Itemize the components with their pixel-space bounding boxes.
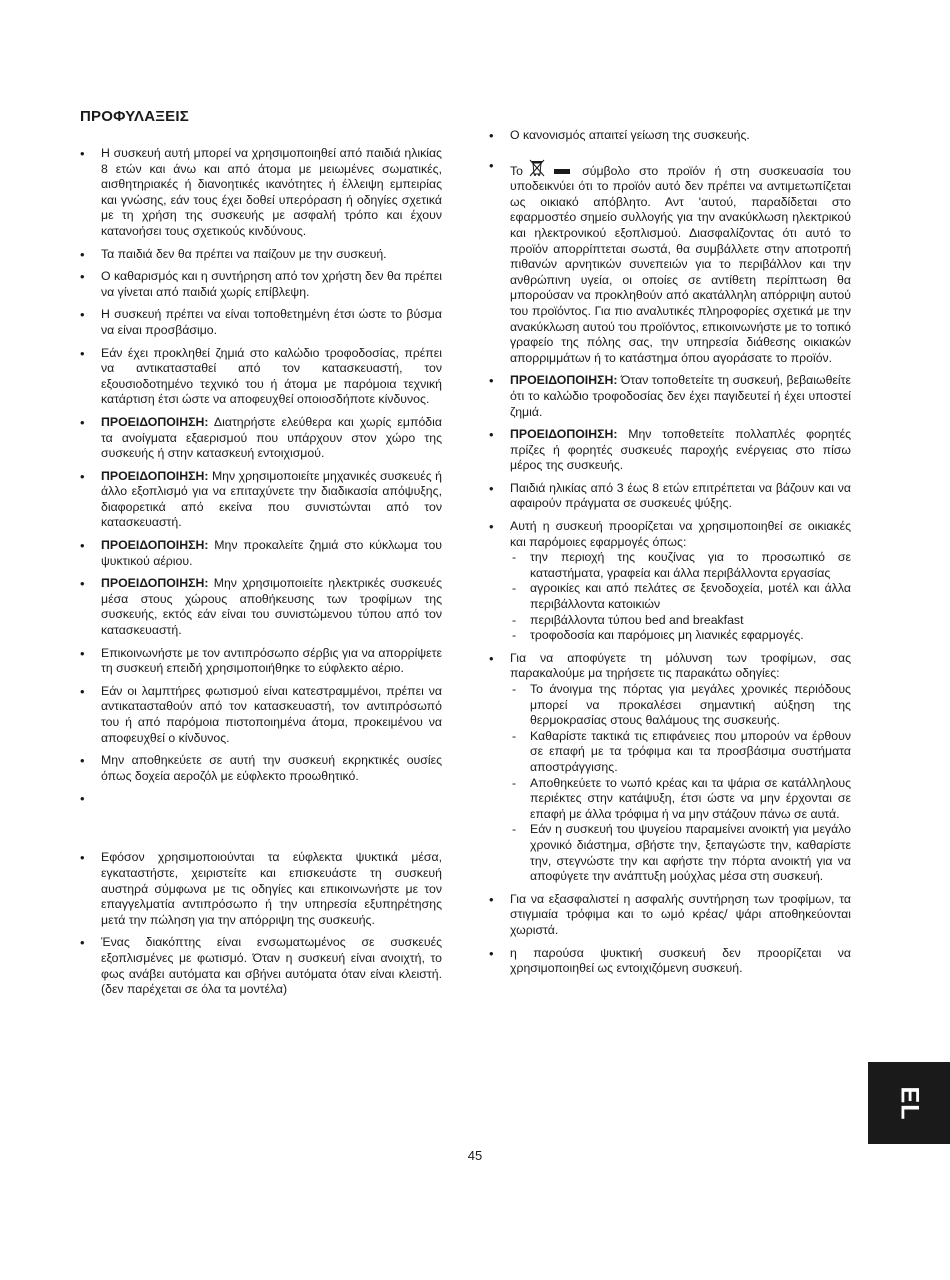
list-item: • Για να εξασφαλιστεί η ασφαλής συντήρηση των τροφίμων, τα στιγμιαία τρόφιμα και το ωμό κρέας/ ψάρι αποθηκεύονται χωριστά. (489, 892, 851, 939)
right-column (489, 128, 851, 984)
left-column (80, 146, 442, 1005)
bar-symbol-icon (554, 169, 570, 174)
crossed-bin-icon (527, 158, 547, 178)
list-item: • Για να αποφύγετε τη μόλυνση των τροφίμων, σας παρακαλούμε μα τηρήσετε τις παρακάτω οδηγίες: - Το άνοιγμα της πόρτας για μεγάλες χρονικές περιόδους μπορεί να προκαλέσει σημαντική αύξηση της θερμοκρασίας στους θαλάμους της συσκευής. - Καθαρίστε τακτικά τις επιφάνειες που μπορούν να έρθουν σε επαφή με τα τρόφιμα και τα προσβάσιμα συστήματα αποστράγγισης. - Αποθηκεύετε το νωπό κρέας και τα ψάρια σε κατάλληλους περιέκτες στην κατάψυξη, έτσι ώστε να μην έρχονται σε επαφή με άλλα τρόφιμα ή να μην στάζουν πάνω σε αυτά. - Εάν η συσκευή του ψυγείου παραμείνει ανοικτή για μεγάλο χρονικό διάστημα, σβήστε την, ξεπαγώστε την, καθαρίστε την, στεγνώστε την και αφήστε την πόρτα ανοικτή για να αποφύγετε την ανάπτυξη μούχλας μέσα στη συσκευή. (489, 651, 851, 885)
precautions-list-left (80, 146, 442, 998)
list-item: • Αυτή η συσκευή προορίζεται να χρησιμοποιηθεί σε οικιακές και παρόμοιες εφαρμογές όπως: - την περιοχή της κουζίνας για το προσωπικό σε καταστήματα, γραφεία και άλλα περιβάλλοντα εργασίας - αγροικίες και από πελάτες σε ξενοδοχεία, μοτέλ και άλλα περιβάλλοντα κατοικιών - περιβάλλοντα τύπου bed and breakfast - τροφοδοσία και παρόμοιες μη λιανικές εφαρμογές. (489, 519, 851, 644)
list-item: • Εφόσον χρησιμοποιούνται τα εύφλεκτα ψυκτικά μέσα, εγκαταστήστε, χειριστείτε και επισκευάστε τη συσκευή αυστηρά σύμφωνα με τις οδηγίες και επικοινωνήστε με τον επαγγελματία αντιπρόσωπο ή την υπηρεσία εξυπηρέτησης μετά την πώληση για την απόρριψη της συσκευής. (80, 850, 442, 928)
contamination-sublist (510, 682, 851, 885)
warning-label: ΠΡΟΕΙΔΟΠΟΙΗΣΗ: (510, 373, 618, 388)
warning-label: ΠΡΟΕΙΔΟΠΟΙΗΣΗ: (101, 468, 209, 483)
sub-list-item: - τροφοδοσία και παρόμοιες μη λιανικές εφαρμογές. (510, 628, 851, 644)
warning-label: ΠΡΟΕΙΔΟΠΟΙΗΣΗ: (101, 576, 209, 591)
sub-list-item: - Αποθηκεύετε το νωπό κρέας και τα ψάρια σε κατάλληλους περιέκτες στην κατάψυξη, έτσι ώστε να μην έρχονται σε επαφή με άλλα τρόφιμα ή να μην στάζουν πάνω σε αυτά. (510, 776, 851, 823)
list-item: • ΠΡΟΕΙΔΟΠΟΙΗΣΗ: Μην τοποθετείτε πολλαπλές φορητές πρίζες ή φορητές συσκευές παροχής ενέργειας στο πίσω μέρος της συσκευής. (489, 427, 851, 474)
sub-list-item: - περιβάλλοντα τύπου bed and breakfast (510, 613, 851, 629)
warning-label: ΠΡΟΕΙΔΟΠΟΙΗΣΗ: (101, 414, 209, 429)
list-item: • Μην αποθηκεύετε σε αυτή την συσκευή εκρηκτικές ουσίες όπως δοχεία αεροζόλ με εύφλεκτο προωθητικό. (80, 753, 442, 784)
list-item: • Εάν οι λαμπτήρες φωτισμού είναι κατεστραμμένοι, πρέπει να αντικατασταθούν από τον κατασκευαστή, τον αντιπρόσωπό του ή από παρόμοια πιστοποιημένα άτομα, προκειμένου να αποφευχθεί ο κίνδυνος. (80, 684, 442, 746)
list-item: • Το σύμβολο στο προϊόν ή στη συσκευασία του υποδεικνύει ότι το προϊόν αυτό δεν πρέπει να αντιμετωπίζεται ως οικιακό απόβλητο. Αντ 'αυτού, παραδίδεται στο εφαρμοστέο σημείο συλλογής για την ανακύκλωση ηλεκτρικού και ηλεκτρονικού εξοπλισμού. Διασφαλίζοντας ότι αυτό το προϊόν απορρίπτεται σωστά, θα συμβάλλετε στην αποτροπή πιθανών αρνητικών συνεπειών για το περιβάλλον και την ανθρώπινη υγεία, οι οποίες σε αντίθετη περίπτωση θα μπορούσαν να προκληθούν από ακατάλληλη απόρριψη αυτού του προϊόντος. Για πιο αναλυτικές πληροφορίες σχετικά με την ανακύκλωση αυτού του προϊόντος, επικοινωνήστε με το τοπικό γραφείο της πόλης σας, την υπηρεσία διάθεσης οικιακών απορριμμάτων ή το κατάστημα όπου αγοράσατε το προϊόν. (489, 158, 851, 367)
language-tab (868, 1062, 950, 1144)
list-item: • Επικοινωνήστε με τον αντιπρόσωπο σέρβις για να απορρίψετε τη συσκευή επειδή χρησιμοποιήθηκε το εύφλεκτο αέριο. (80, 646, 442, 677)
list-item-empty (80, 791, 442, 843)
list-item: • Ο κανονισμός απαιτεί γείωση της συσκευής. (489, 128, 851, 144)
sub-list-item: - Καθαρίστε τακτικά τις επιφάνειες που μπορούν να έρθουν σε επαφή με τα τρόφιμα και τα προσβάσιμα συστήματα αποστράγγισης. (510, 729, 851, 776)
page-heading: ΠΡΟΦΥΛΑΞΕΙΣ (80, 108, 189, 125)
sub-list-item: - την περιοχή της κουζίνας για το προσωπικό σε καταστήματα, γραφεία και άλλα περιβάλλοντα εργασίας (510, 550, 851, 581)
precautions-list-right (489, 128, 851, 977)
list-item: • Η συσκευή πρέπει να είναι τοποθετημένη έτσι ώστε το βύσμα να είναι προσβάσιμο. (80, 307, 442, 338)
list-item: • Παιδιά ηλικίας από 3 έως 8 ετών επιτρέπεται να βάζουν και να αφαιρούν πράγματα σε συσκευές ψύξης. (489, 481, 851, 512)
list-item: • ΠΡΟΕΙΔΟΠΟΙΗΣΗ: Διατηρήστε ελεύθερα και χωρίς εμπόδια τα ανοίγματα εξαερισμού που υπάρχουν στον χώρο της συσκευής ή στην κατασκευή εντοιχισμού. (80, 415, 442, 462)
list-item: • Εάν έχει προκληθεί ζημιά στο καλώδιο τροφοδοσίας, πρέπει να αντικατασταθεί από τον κατασκευαστή, τον εξουσιοδοτημένο τεχνικό του ή άτομα με παρόμοια τεχνική κατάρτιση έτσι ώστε να αποφευχθεί οποιοσδήποτε κίνδυνος. (80, 346, 442, 408)
list-item: • Ένας διακόπτης είναι ενσωματωμένος σε συσκευές εξοπλισμένες με φωτισμό. Όταν η συσκευή είναι ανοιχτή, το φως ανάβει αυτόματα και σβήνει αυτόματα όταν είναι κλειστή.(δεν παρέχεται σε όλα τα μοντέλα) (80, 935, 442, 997)
list-item: • η παρούσα ψυκτική συσκευή δεν προορίζεται να χρησιμοποιηθεί ως εντοιχιζόμενη συσκευή. (489, 946, 851, 977)
warning-label: ΠΡΟΕΙΔΟΠΟΙΗΣΗ: (101, 538, 209, 553)
list-item: • ΠΡΟΕΙΔΟΠΟΙΗΣΗ: Όταν τοποθετείτε τη συσκευή, βεβαιωθείτε ότι το καλώδιο τροφοδοσίας δεν έχει παγιδευτεί ή έχει υποστεί ζημιά. (489, 373, 851, 420)
list-item: • ΠΡΟΕΙΔΟΠΟΙΗΣΗ: Μην προκαλείτε ζημιά στο κύκλωμα του ψυκτικού αέριου. (80, 538, 442, 569)
list-item: • ΠΡΟΕΙΔΟΠΟΙΗΣΗ: Μην χρησιμοποιείτε μηχανικές συσκευές ή άλλο εξοπλισμό για να επιταχύνετε την διαδικασία απόψυξης, διαφορετικά από εκείνα που συνιστώνται από τον κατασκευαστή. (80, 469, 442, 531)
sub-list-item: - Εάν η συσκευή του ψυγείου παραμείνει ανοικτή για μεγάλο χρονικό διάστημα, σβήστε την, ξεπαγώστε την, καθαρίστε την, στεγνώστε την και αφήστε την πόρτα ανοικτή για να αποφύγετε την ανάπτυξη μούχλας μέσα στη συσκευή. (510, 822, 851, 884)
sub-list-item: - αγροικίες και από πελάτες σε ξενοδοχεία, μοτέλ και άλλα περιβάλλοντα κατοικιών (510, 581, 851, 612)
language-tab-label: EL (895, 1086, 924, 1120)
page-number: 45 (467, 1148, 483, 1163)
list-item: • Τα παιδιά δεν θα πρέπει να παίζουν με την συσκευή. (80, 247, 442, 263)
sub-list-item: - Το άνοιγμα της πόρτας για μεγάλες χρονικές περιόδους μπορεί να προκαλέσει σημαντική αύξηση της θερμοκρασίας στους θαλάμους της συσκευής. (510, 682, 851, 729)
household-sublist (510, 550, 851, 644)
list-item: • ΠΡΟΕΙΔΟΠΟΙΗΣΗ: Μην χρησιμοποιείτε ηλεκτρικές συσκευές μέσα στους χώρους αποθήκευσης των τροφίμων της συσκευής, εκτός εάν είναι του συνιστώμενου τύπου από τον κατασκευαστή. (80, 576, 442, 638)
list-item: • Ο καθαρισμός και η συντήρηση από τον χρήστη δεν θα πρέπει να γίνεται από παιδιά χωρίς επίβλεψη. (80, 269, 442, 300)
warning-label: ΠΡΟΕΙΔΟΠΟΙΗΣΗ: (510, 427, 618, 442)
list-item: • Η συσκευή αυτή μπορεί να χρησιμοποιηθεί από παιδιά ηλικίας 8 ετών και άνω και από άτομα με μειωμένες σωματικές, αισθητηριακές ή διανοητικές ικανότητες ή έλλειψη εμπειρίας και γνώσης, εάν τους έχει δοθεί υπερόραση ή οδηγίες σχετικά με τη χρήση της συσκευής με ασφαλή τρόπο και έχουν κατανοήσει τους σχετικούς κινδύνους. (80, 146, 442, 240)
